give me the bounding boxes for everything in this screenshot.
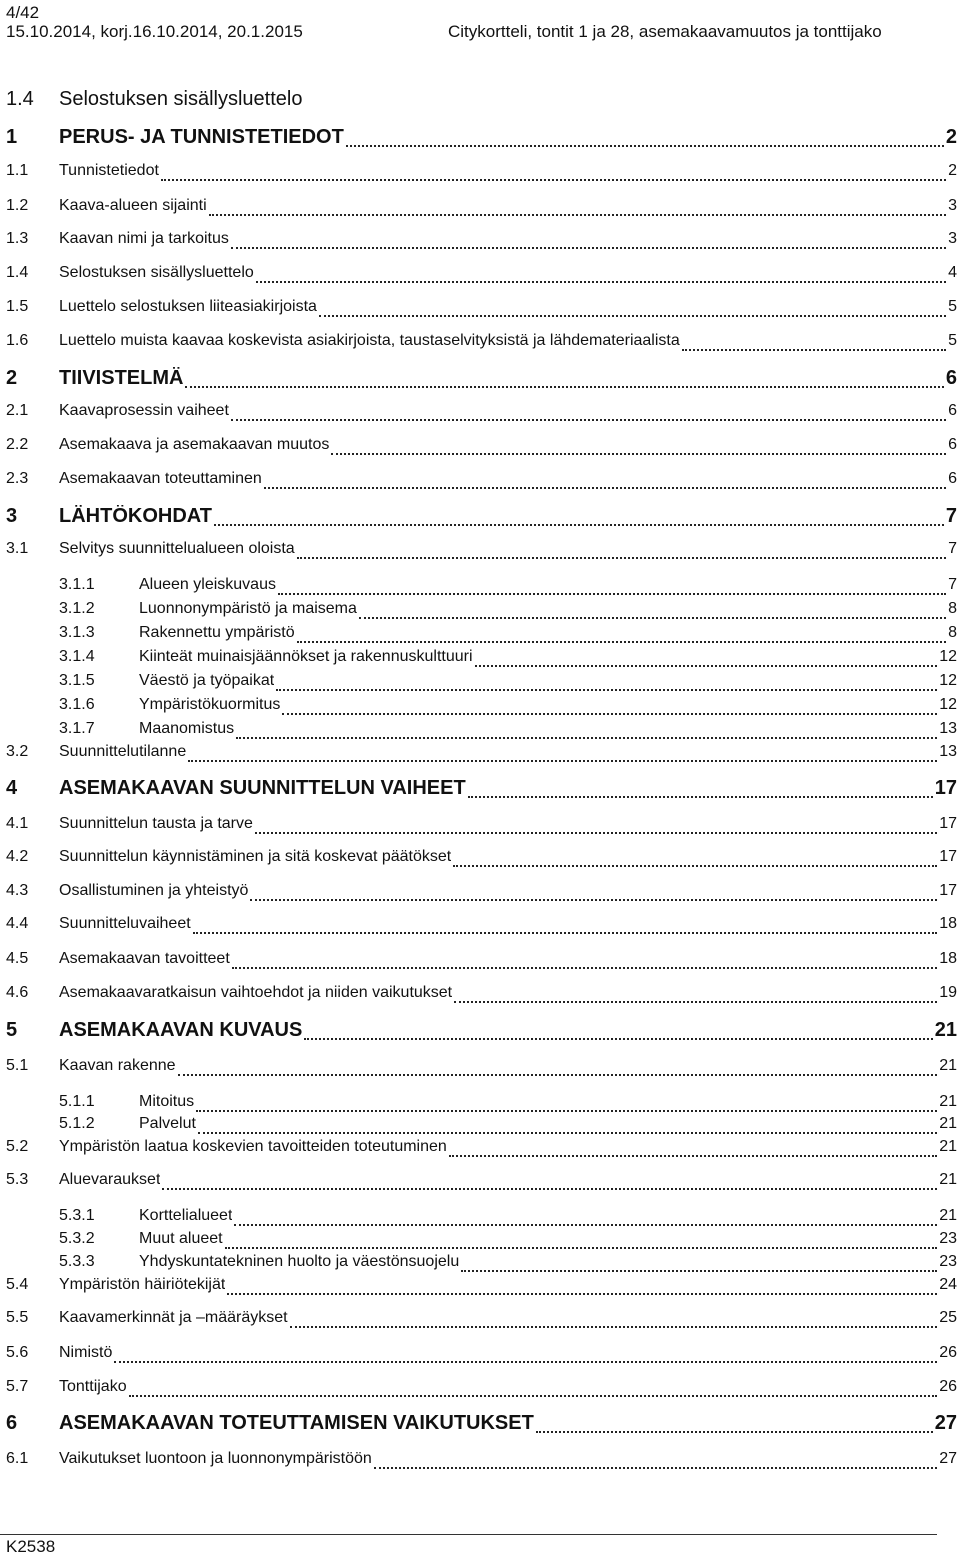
toc-entry-title: Yhdyskuntatekninen huolto ja väestönsuojelu bbox=[139, 1253, 460, 1270]
toc-entry[interactable] bbox=[6, 624, 957, 648]
toc-entry-title: Maanomistus bbox=[139, 720, 235, 737]
toc-dot-leader bbox=[319, 315, 946, 317]
toc-entry-number: 1.3 bbox=[6, 230, 29, 247]
toc-dot-leader bbox=[250, 899, 937, 901]
toc-entry[interactable] bbox=[6, 1057, 957, 1081]
toc-dot-leader bbox=[232, 967, 937, 969]
toc-entry-title: Kiinteät muinaisjäännökset ja rakennuskulttuuri bbox=[139, 648, 473, 665]
toc-entry[interactable] bbox=[6, 1309, 957, 1333]
toc-entry-page: 5 bbox=[948, 332, 957, 349]
toc-entry-page: 6 bbox=[948, 402, 957, 419]
toc-entry[interactable] bbox=[6, 1378, 957, 1402]
toc-entry-number: 5.3.1 bbox=[59, 1207, 95, 1224]
toc-entry-title: Kaavamerkinnät ja –määräykset bbox=[59, 1309, 288, 1326]
toc-entry-page: 18 bbox=[939, 950, 957, 967]
toc-entry-page: 12 bbox=[939, 648, 957, 665]
toc-entry-page: 27 bbox=[939, 1450, 957, 1467]
toc-entry-page: 8 bbox=[948, 600, 957, 617]
toc-entry-number: 3.2 bbox=[6, 743, 29, 760]
toc-entry-title: Asemakaava ja asemakaavan muutos bbox=[59, 436, 330, 453]
toc-entry-number: 5.3.3 bbox=[59, 1253, 95, 1270]
toc-entry[interactable] bbox=[6, 230, 957, 254]
toc-entry-title: Suunnittelun tausta ja tarve bbox=[59, 815, 253, 832]
toc-dot-leader bbox=[346, 145, 944, 147]
toc-dot-leader bbox=[231, 419, 946, 421]
toc-dot-leader bbox=[196, 1110, 937, 1112]
toc-entry[interactable] bbox=[6, 672, 957, 696]
toc-entry-number: 4.6 bbox=[6, 984, 29, 1001]
toc-entry[interactable] bbox=[6, 1253, 957, 1277]
toc-entry[interactable] bbox=[6, 1344, 957, 1368]
toc-entry[interactable] bbox=[6, 1115, 957, 1139]
toc-entry-title: Korttelialueet bbox=[139, 1207, 233, 1224]
toc-entry[interactable] bbox=[6, 1450, 957, 1474]
toc-entry-number: 6.1 bbox=[6, 1450, 29, 1467]
toc-entry[interactable] bbox=[6, 984, 957, 1008]
toc-entry-number: 2 bbox=[6, 367, 18, 389]
toc-dot-leader bbox=[161, 179, 946, 181]
footer-divider bbox=[0, 1534, 937, 1535]
toc-entry-page: 6 bbox=[945, 367, 957, 389]
toc-entry-number: 5 bbox=[6, 1019, 18, 1041]
toc-entry-title: Luonnonympäristö ja maisema bbox=[139, 600, 357, 617]
toc-entry-page: 13 bbox=[939, 720, 957, 737]
toc-entry[interactable] bbox=[6, 600, 957, 624]
section-number: 1.4 bbox=[6, 88, 34, 110]
toc-entry-title: Ympäristön laatua koskevien tavoitteiden toteutuminen bbox=[59, 1138, 447, 1155]
toc-entry-title: Suunnittelutilanne bbox=[59, 743, 187, 760]
toc-dot-leader bbox=[188, 760, 937, 762]
toc-entry-number: 3.1.2 bbox=[59, 600, 95, 617]
toc-entry-number: 2.2 bbox=[6, 436, 29, 453]
toc-dot-leader bbox=[304, 1038, 932, 1040]
toc-entry-page: 21 bbox=[939, 1171, 957, 1188]
toc-entry[interactable] bbox=[6, 264, 957, 288]
toc-entry-title: Suunnitteluvaiheet bbox=[59, 915, 191, 932]
toc-entry[interactable] bbox=[6, 367, 957, 393]
toc-dot-leader bbox=[178, 1074, 938, 1076]
toc-dot-leader bbox=[234, 1224, 937, 1226]
toc-entry[interactable] bbox=[6, 332, 957, 356]
toc-entry-number: 3.1.5 bbox=[59, 672, 95, 689]
toc-entry-page: 17 bbox=[939, 815, 957, 832]
toc-entry-number: 3.1.7 bbox=[59, 720, 95, 737]
toc-dot-leader bbox=[290, 1326, 938, 1328]
toc-entry-number: 5.3 bbox=[6, 1171, 29, 1188]
toc-entry-number: 1.5 bbox=[6, 298, 29, 315]
toc-entry-title: Kaavan nimi ja tarkoitus bbox=[59, 230, 229, 247]
toc-entry-title: TIIVISTELMÄ bbox=[59, 367, 184, 389]
toc-entry-title: Ympäristön häiriötekijät bbox=[59, 1276, 226, 1293]
toc-entry-title: Ympäristökuormitus bbox=[139, 696, 281, 713]
toc-entry-number: 4 bbox=[6, 777, 18, 799]
toc-entry-title: Tunnistetiedot bbox=[59, 162, 159, 179]
toc-entry[interactable] bbox=[6, 696, 957, 720]
toc-entry[interactable] bbox=[6, 1171, 957, 1195]
toc-dot-leader bbox=[536, 1431, 933, 1433]
toc-entry[interactable] bbox=[6, 470, 957, 494]
toc-entry[interactable] bbox=[6, 1093, 957, 1117]
toc-entry-page: 13 bbox=[939, 743, 957, 760]
toc-entry-number: 5.3.2 bbox=[59, 1230, 95, 1247]
toc-entry[interactable] bbox=[6, 915, 957, 939]
toc-entry-title: LÄHTÖKOHDAT bbox=[59, 505, 212, 527]
toc-entry-title: ASEMAKAAVAN SUUNNITTELUN VAIHEET bbox=[59, 777, 466, 799]
toc-entry-page: 7 bbox=[945, 505, 957, 527]
toc-dot-leader bbox=[209, 214, 946, 216]
toc-entry-number: 4.4 bbox=[6, 915, 29, 932]
toc-dot-leader bbox=[449, 1155, 937, 1157]
toc-entry-number: 1.2 bbox=[6, 197, 29, 214]
toc-entry-title: Muut alueet bbox=[139, 1230, 223, 1247]
toc-entry[interactable] bbox=[6, 777, 957, 803]
toc-entry-page: 7 bbox=[948, 540, 957, 557]
toc-dot-leader bbox=[227, 1293, 937, 1295]
toc-entry-page: 17 bbox=[939, 882, 957, 899]
toc-entry-title: Kaavan rakenne bbox=[59, 1057, 176, 1074]
toc-entry[interactable] bbox=[6, 743, 957, 767]
toc-entry-page: 18 bbox=[939, 915, 957, 932]
toc-entry-page: 7 bbox=[948, 576, 957, 593]
toc-entry[interactable] bbox=[6, 848, 957, 872]
toc-entry-number: 5.2 bbox=[6, 1138, 29, 1155]
toc-entry-number: 5.1.1 bbox=[59, 1093, 95, 1110]
toc-entry[interactable] bbox=[6, 1230, 957, 1254]
toc-entry-number: 6 bbox=[6, 1412, 18, 1434]
toc-entry-page: 3 bbox=[948, 197, 957, 214]
toc-dot-leader bbox=[198, 1132, 937, 1134]
toc-dot-leader bbox=[231, 247, 946, 249]
toc-dot-leader bbox=[453, 865, 937, 867]
toc-entry-title: Mitoitus bbox=[139, 1093, 195, 1110]
toc-entry[interactable] bbox=[6, 126, 957, 152]
toc-entry-number: 3.1.3 bbox=[59, 624, 95, 641]
toc-entry[interactable] bbox=[6, 815, 957, 839]
toc-dot-leader bbox=[162, 1188, 937, 1190]
toc-dot-leader bbox=[114, 1361, 937, 1363]
toc-entry-number: 4.2 bbox=[6, 848, 29, 865]
toc-entry[interactable] bbox=[6, 1207, 957, 1231]
toc-dot-leader bbox=[297, 557, 946, 559]
toc-entry-number: 3.1 bbox=[6, 540, 29, 557]
toc-dot-leader bbox=[282, 713, 937, 715]
toc-entry-number: 4.1 bbox=[6, 815, 29, 832]
toc-entry-number: 5.4 bbox=[6, 1276, 29, 1293]
toc-entry-title: ASEMAKAAVAN TOTEUTTAMISEN VAIKUTUKSET bbox=[59, 1412, 534, 1434]
toc-entry-title: Luettelo muista kaavaa koskevista asiakirjoista, taustaselvityksistä ja lähdemateriaalista bbox=[59, 332, 680, 349]
toc-entry[interactable] bbox=[6, 882, 957, 906]
toc-entry-page: 21 bbox=[939, 1115, 957, 1132]
toc-entry[interactable] bbox=[6, 1412, 957, 1438]
toc-entry-page: 6 bbox=[948, 470, 957, 487]
toc-entry-title: Asemakaavan toteuttaminen bbox=[59, 470, 262, 487]
toc-dot-leader bbox=[461, 1270, 937, 1272]
toc-entry-page: 12 bbox=[939, 672, 957, 689]
toc-entry-page: 24 bbox=[939, 1276, 957, 1293]
toc-entry-title: Suunnittelun käynnistäminen ja sitä koskevat päätökset bbox=[59, 848, 452, 865]
toc-entry-title: Kaava-alueen sijainti bbox=[59, 197, 207, 214]
toc-entry-number: 5.1 bbox=[6, 1057, 29, 1074]
toc-entry-number: 2.1 bbox=[6, 402, 29, 419]
footer-code: K2538 bbox=[6, 1537, 56, 1556]
toc-dot-leader bbox=[256, 281, 946, 283]
toc-entry-page: 21 bbox=[939, 1057, 957, 1074]
page-number: 4/42 bbox=[6, 3, 40, 22]
toc-entry-page: 6 bbox=[948, 436, 957, 453]
toc-entry[interactable] bbox=[6, 720, 957, 744]
toc-entry[interactable] bbox=[6, 1276, 957, 1300]
toc-entry-title: Palvelut bbox=[139, 1115, 196, 1132]
toc-entry-page: 3 bbox=[948, 230, 957, 247]
toc-dot-leader bbox=[359, 617, 946, 619]
toc-entry-page: 21 bbox=[939, 1207, 957, 1224]
toc-entry-page: 21 bbox=[939, 1138, 957, 1155]
toc-entry[interactable] bbox=[6, 648, 957, 672]
toc-entry[interactable] bbox=[6, 950, 957, 974]
toc-dot-leader bbox=[129, 1395, 938, 1397]
toc-entry[interactable] bbox=[6, 505, 957, 531]
toc-entry-page: 5 bbox=[948, 298, 957, 315]
toc-entry-page: 26 bbox=[939, 1344, 957, 1361]
toc-entry-number: 3.1.1 bbox=[59, 576, 95, 593]
toc-entry-page: 23 bbox=[939, 1253, 957, 1270]
toc-entry-number: 3.1.6 bbox=[59, 696, 95, 713]
toc-dot-leader bbox=[214, 524, 944, 526]
toc-entry-title: Luettelo selostuksen liiteasiakirjoista bbox=[59, 298, 317, 315]
toc-entry-title: Rakennettu ympäristö bbox=[139, 624, 295, 641]
toc-dot-leader bbox=[475, 665, 938, 667]
document-dates: 15.10.2014, korj.16.10.2014, 20.1.2015 bbox=[6, 22, 303, 41]
toc-dot-leader bbox=[276, 689, 937, 691]
toc-entry-page: 25 bbox=[939, 1309, 957, 1326]
toc-entry-title: Osallistuminen ja yhteistyö bbox=[59, 882, 249, 899]
toc-dot-leader bbox=[193, 932, 938, 934]
toc-dot-leader bbox=[682, 349, 946, 351]
toc-dot-leader bbox=[278, 593, 946, 595]
toc-entry-number: 1.6 bbox=[6, 332, 29, 349]
toc-entry[interactable] bbox=[6, 402, 957, 426]
toc-dot-leader bbox=[255, 832, 937, 834]
toc-entry-page: 12 bbox=[939, 696, 957, 713]
toc-dot-leader bbox=[264, 487, 946, 489]
toc-entry[interactable] bbox=[6, 1138, 957, 1162]
toc-entry-number: 1.4 bbox=[6, 264, 29, 281]
toc-entry-page: 21 bbox=[934, 1019, 957, 1041]
toc-entry[interactable] bbox=[6, 197, 957, 221]
toc-entry-page: 17 bbox=[939, 848, 957, 865]
toc-entry-number: 5.7 bbox=[6, 1378, 29, 1395]
toc-entry-number: 3.1.4 bbox=[59, 648, 95, 665]
toc-entry-page: 4 bbox=[948, 264, 957, 281]
toc-entry-title: Kaavaprosessin vaiheet bbox=[59, 402, 229, 419]
toc-entry-number: 5.6 bbox=[6, 1344, 29, 1361]
toc-entry[interactable] bbox=[6, 540, 957, 564]
toc-dot-leader bbox=[185, 386, 943, 388]
toc-dot-leader bbox=[225, 1247, 938, 1249]
toc-entry[interactable] bbox=[6, 576, 957, 600]
toc-entry-number: 5.5 bbox=[6, 1309, 29, 1326]
toc-entry-number: 5.1.2 bbox=[59, 1115, 95, 1132]
document-title: Citykortteli, tontit 1 ja 28, asemakaavamuutos ja tonttijako bbox=[448, 22, 882, 41]
toc-entry-page: 2 bbox=[948, 162, 957, 179]
toc-entry-page: 26 bbox=[939, 1378, 957, 1395]
toc-entry-title: Väestö ja työpaikat bbox=[139, 672, 275, 689]
toc-entry-title: Asemakaavan tavoitteet bbox=[59, 950, 230, 967]
toc-entry-title: ASEMAKAAVAN KUVAUS bbox=[59, 1019, 303, 1041]
toc-entry-title: Nimistö bbox=[59, 1344, 113, 1361]
toc-entry-page: 19 bbox=[939, 984, 957, 1001]
toc-dot-leader bbox=[454, 1001, 937, 1003]
toc-dot-leader bbox=[374, 1467, 937, 1469]
toc-entry-number: 4.5 bbox=[6, 950, 29, 967]
toc-entry-title: Selvitys suunnittelualueen oloista bbox=[59, 540, 295, 557]
toc-dot-leader bbox=[297, 641, 946, 643]
section-title: Selostuksen sisällysluettelo bbox=[59, 88, 303, 110]
toc-entry-title: Tonttijako bbox=[59, 1378, 127, 1395]
toc-entry-page: 8 bbox=[948, 624, 957, 641]
toc-entry-number: 1.1 bbox=[6, 162, 29, 179]
toc-entry-number: 3 bbox=[6, 505, 18, 527]
toc-entry[interactable] bbox=[6, 298, 957, 322]
toc-entry-page: 17 bbox=[934, 777, 957, 799]
toc-entry-page: 21 bbox=[939, 1093, 957, 1110]
toc-entry[interactable] bbox=[6, 436, 957, 460]
toc-entry-title: Selostuksen sisällysluettelo bbox=[59, 264, 254, 281]
toc-entry-number: 1 bbox=[6, 126, 18, 148]
toc-entry-number: 4.3 bbox=[6, 882, 29, 899]
toc-entry-title: Vaikutukset luontoon ja luonnonympäristöön bbox=[59, 1450, 372, 1467]
toc-entry-title: Aluevaraukset bbox=[59, 1171, 161, 1188]
toc-entry-title: PERUS- JA TUNNISTETIEDOT bbox=[59, 126, 344, 148]
toc-dot-leader bbox=[468, 796, 933, 798]
toc-entry[interactable] bbox=[6, 162, 957, 186]
toc-entry-title: Alueen yleiskuvaus bbox=[139, 576, 276, 593]
toc-entry-page: 23 bbox=[939, 1230, 957, 1247]
toc-entry[interactable] bbox=[6, 1019, 957, 1045]
toc-entry-title: Asemakaavaratkaisun vaihtoehdot ja niiden vaikutukset bbox=[59, 984, 453, 1001]
toc-entry-number: 2.3 bbox=[6, 470, 29, 487]
toc-dot-leader bbox=[331, 453, 946, 455]
toc-entry-page: 2 bbox=[945, 126, 957, 148]
toc-dot-leader bbox=[236, 737, 937, 739]
toc-entry-page: 27 bbox=[934, 1412, 957, 1434]
